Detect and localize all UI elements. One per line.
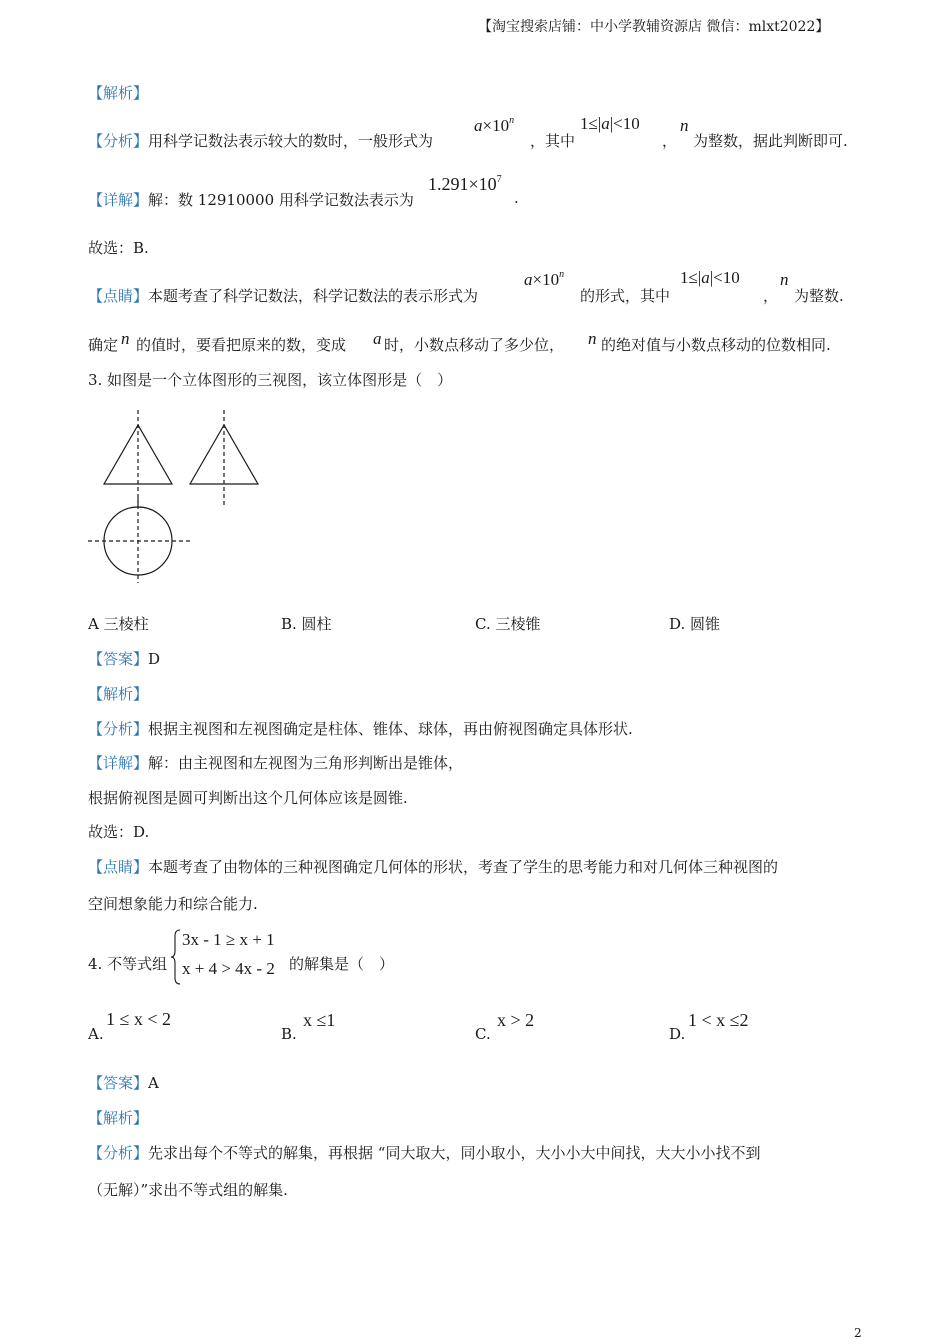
q2-fenxi-text-c: ， xyxy=(662,132,678,150)
q2-dianjing-tag: 【点睛】 xyxy=(88,287,149,305)
q2-line2-n2: n xyxy=(588,329,597,348)
q4-fenxi2: （无解）”求出不等式组的解集. xyxy=(88,1181,288,1199)
range-part2: |<10 xyxy=(609,114,640,133)
q2-fenxi-text-a: 用科学记数法表示较大的数时，一般形式为 xyxy=(148,132,434,150)
q3-answer-tag: 【答案】 xyxy=(88,650,149,668)
formula-n: n xyxy=(509,115,515,126)
q2-line2-c: 时，小数点移动了多少位， xyxy=(384,336,565,354)
q3-xiangjie2: 根据俯视图是圆可判断出这个几何体应该是圆锥. xyxy=(88,789,408,807)
q4-option-d-expr: 1 < x ≤2 xyxy=(688,1010,749,1030)
q2-line2-a-var: a xyxy=(373,329,382,348)
page-header: 【淘宝搜索店铺：中小学教辅资源店 微信：mlxt2022】 xyxy=(478,19,830,35)
q3-option-d: D. 圆锥 xyxy=(669,615,721,633)
range-part1: 1≤| xyxy=(680,268,702,287)
q4-fenxi: 先求出每个不等式的解集，再根据 “同大取大，同小取小，大小小大中间找，大大小小找不到 xyxy=(148,1144,761,1162)
q2-range xyxy=(580,114,640,134)
q2-jiexi-tag: 【解析】 xyxy=(88,84,149,102)
q3-question: 3. 如图是一个立体图形的三视图，该立体图形是（ ） xyxy=(88,371,453,389)
q3-xiangjie-line xyxy=(88,752,463,773)
formula-a: a xyxy=(524,270,533,289)
q4-option-c-label: C. xyxy=(475,1025,491,1043)
range-part1: 1≤| xyxy=(580,114,602,133)
range-a: a xyxy=(701,268,710,287)
q3-answer-line xyxy=(88,648,160,669)
q3-option-b: B. 圆柱 xyxy=(281,615,332,633)
front-view xyxy=(104,410,172,505)
range-a: a xyxy=(601,114,610,133)
page-number: 2 xyxy=(854,1326,862,1340)
q2-fenxi-tag: 【分析】 xyxy=(88,132,149,150)
q4-option-d-label: D. xyxy=(669,1025,686,1043)
q2-result-dot: . xyxy=(514,189,519,207)
top-view xyxy=(88,498,190,583)
formula-times: ×10 xyxy=(482,116,510,135)
q3-option-c: C. 三棱锥 xyxy=(475,615,541,633)
q2-dianjing-n: n xyxy=(780,270,789,289)
q2-dianjing-text-b: 的形式，其中 xyxy=(580,287,671,305)
q3-fenxi-tag: 【分析】 xyxy=(88,720,149,738)
q3-dianjing-tag: 【点睛】 xyxy=(88,858,149,876)
q4-fenxi-tag: 【分析】 xyxy=(88,1144,149,1162)
q3-jiexi-tag: 【解析】 xyxy=(88,685,149,703)
q2-fenxi-text-b: ，其中 xyxy=(530,132,576,150)
q3-option-a: A 三棱柱 xyxy=(88,615,149,633)
q2-dianjing-text-c: ， xyxy=(763,287,779,305)
q4-answer-line xyxy=(88,1072,159,1093)
q4-jiexi-tag: 【解析】 xyxy=(88,1109,149,1127)
q2-dianjing-formula xyxy=(524,269,564,290)
q4-prefix: 4. 不等式组 xyxy=(88,955,168,973)
q3-dianjing-line xyxy=(88,856,778,877)
q2-result xyxy=(428,174,502,195)
q2-line2-n: n xyxy=(121,329,130,348)
q3-xiangjie: 解：由主视图和左视图为三角形判断出是锥体， xyxy=(148,754,464,772)
q2-fenxi-line xyxy=(88,130,433,151)
q4-option-a-expr: 1 ≤ x < 2 xyxy=(106,1009,172,1029)
q4-inequality-system xyxy=(170,928,284,986)
q3-dianjing: 本题考查了由物体的三种视图确定几何体的形状，考查了学生的思考能力和对几何体三种视图的 xyxy=(148,858,779,876)
q2-dianjing-text-d: 为整数. xyxy=(794,287,844,305)
q3-xiangjie-tag: 【详解】 xyxy=(88,754,149,772)
q4-ineq2: x + 4 > 4x - 2 xyxy=(182,959,275,978)
formula-n: n xyxy=(559,269,565,280)
q2-xiangjie-tag: 【详解】 xyxy=(88,191,149,209)
q3-dianjing2: 空间想象能力和综合能力. xyxy=(88,895,258,913)
q4-option-c-expr: x > 2 xyxy=(497,1010,535,1030)
q2-n-var: n xyxy=(680,116,689,135)
q4-option-b-expr: x ≤1 xyxy=(303,1010,336,1030)
q2-xiangjie-line xyxy=(88,189,414,210)
q4-ineq1: 3x - 1 ≥ x + 1 xyxy=(182,930,275,949)
q2-dianjing-text-a: 本题考查了科学记数法，科学记数法的表示形式为 xyxy=(148,287,479,305)
q2-xiangjie-text: 解：数 12910000 用科学记数法表示为 xyxy=(148,191,414,209)
formula-times: ×10 xyxy=(532,270,560,289)
q2-line2-d: 的绝对值与小数点移动的位数相同. xyxy=(601,336,831,354)
formula-a: a xyxy=(474,116,483,135)
q2-guxuan: 故选：B. xyxy=(88,239,149,257)
range-part2: |<10 xyxy=(709,268,740,287)
q4-answer: A xyxy=(148,1074,159,1092)
q3-guxuan: 故选：D. xyxy=(88,823,150,841)
result-exp: 7 xyxy=(496,174,502,185)
q3-fenxi-line xyxy=(88,718,633,739)
q4-answer-tag: 【答案】 xyxy=(88,1074,149,1092)
q2-dianjing-range xyxy=(680,268,740,288)
three-view-figure xyxy=(80,405,280,590)
q2-dianjing-line xyxy=(88,285,478,306)
side-view xyxy=(190,410,258,505)
q2-line2-a: 确定 xyxy=(88,336,119,354)
result-base: 1.291×10 xyxy=(428,174,497,194)
q3-answer: D xyxy=(148,650,161,668)
q2-fenxi-text-d: 为整数，据此判断即可. xyxy=(693,132,848,150)
q2-formula xyxy=(474,115,514,136)
q4-suffix: 的解集是（ ） xyxy=(289,955,395,973)
q3-fenxi: 根据主视图和左视图确定是柱体、锥体、球体，再由俯视图确定具体形状. xyxy=(148,720,633,738)
q4-option-b-label: B. xyxy=(281,1025,297,1043)
q4-fenxi-line xyxy=(88,1142,760,1163)
q4-option-a-label: A. xyxy=(88,1025,104,1043)
q2-line2-b: 的值时，要看把原来的数，变成 xyxy=(136,336,347,354)
left-brace-icon xyxy=(170,928,182,986)
